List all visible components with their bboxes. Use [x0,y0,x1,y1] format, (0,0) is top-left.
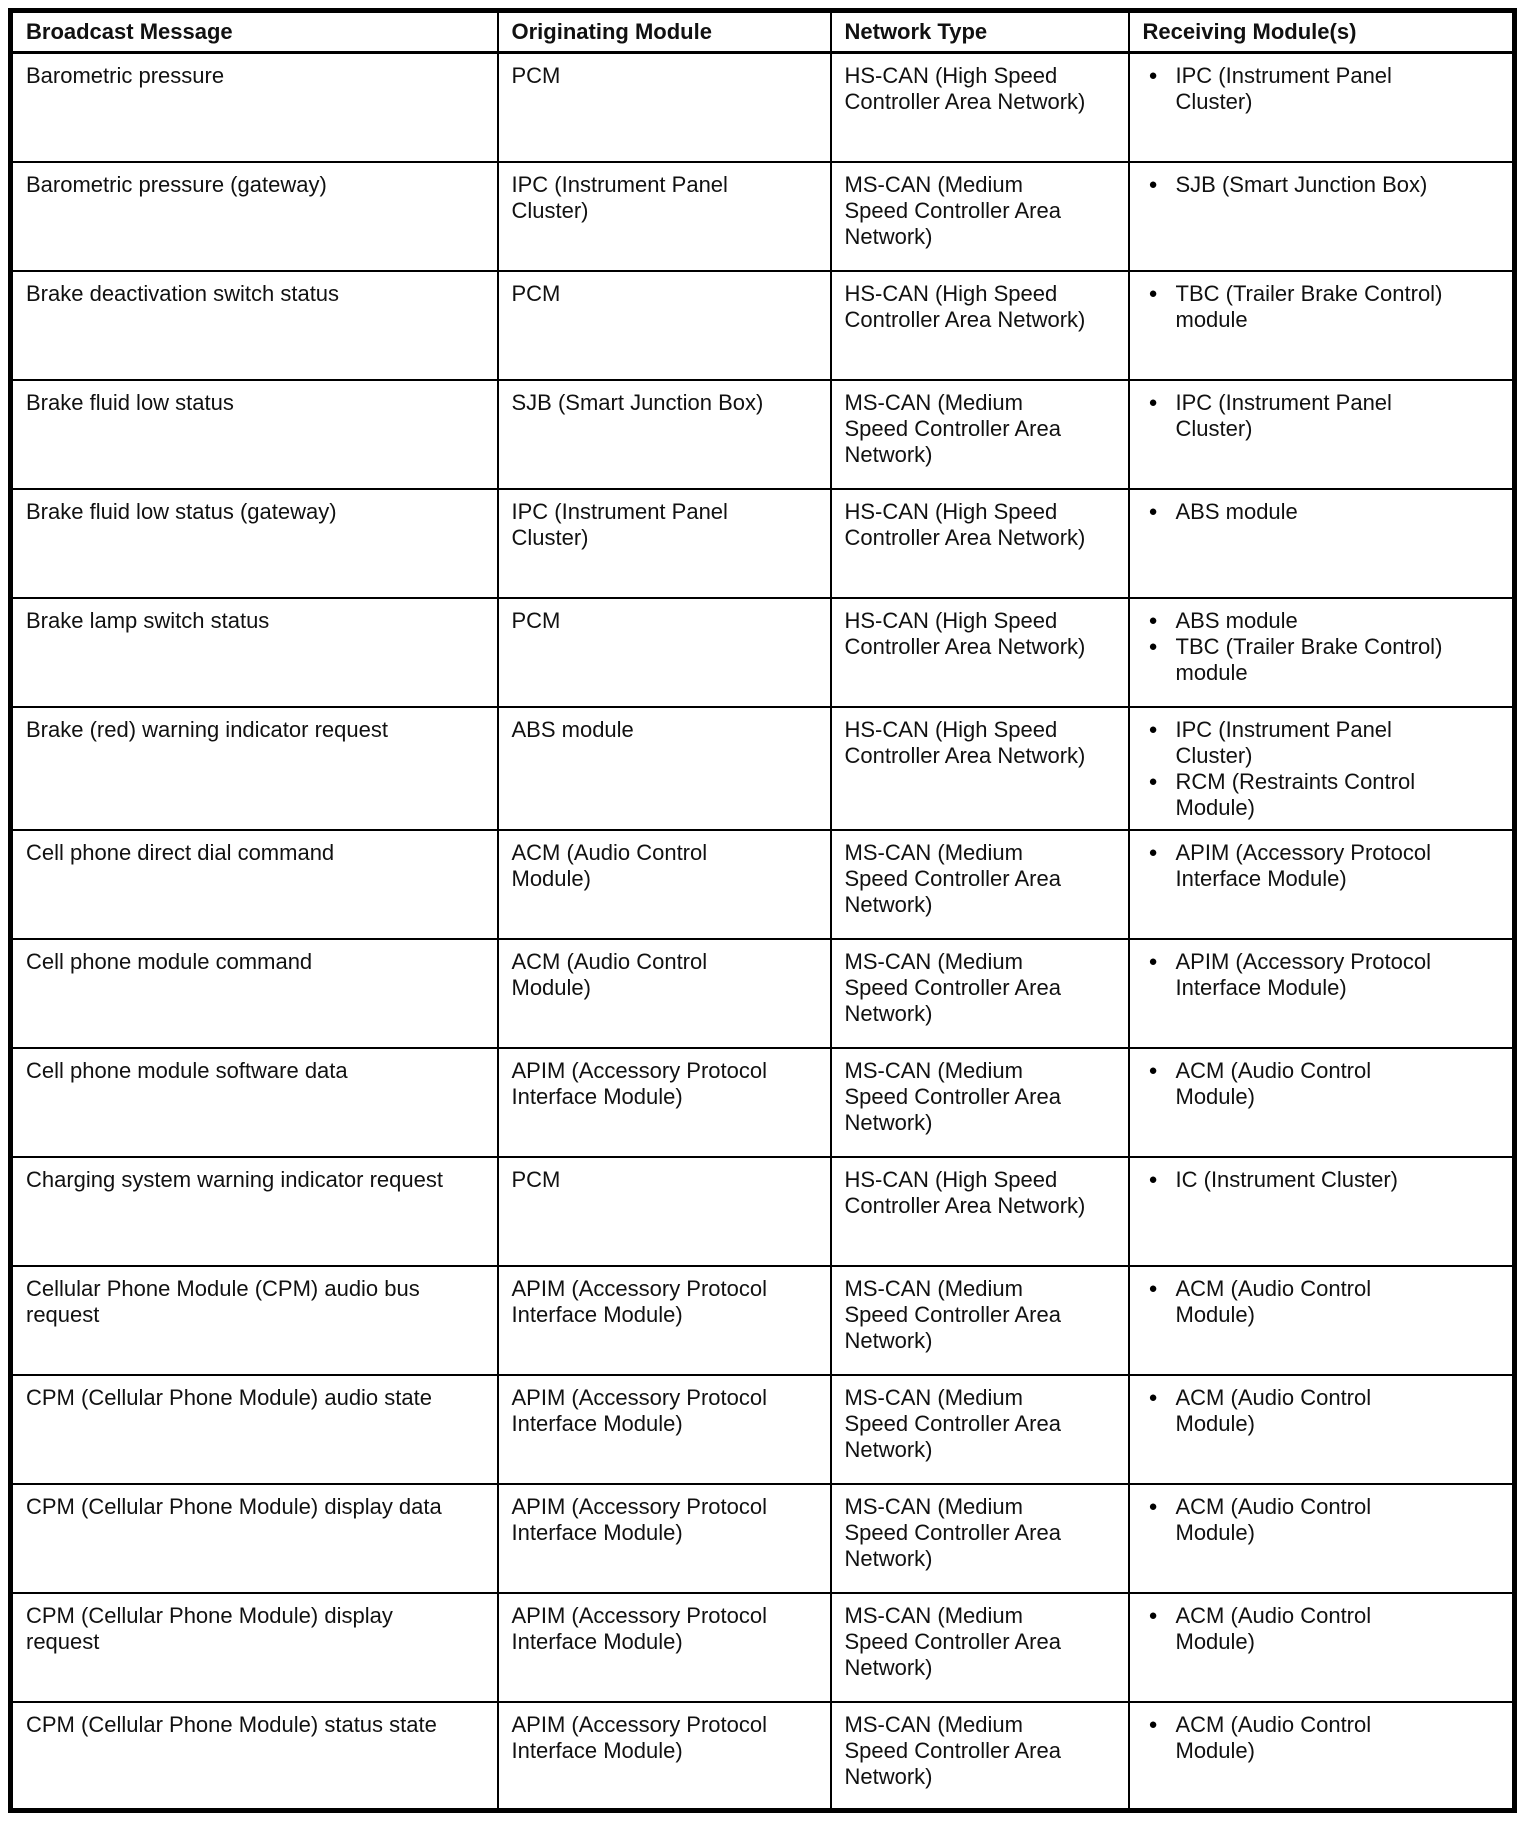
receivers-list [1143,281,1450,333]
cell-originating-module: APIM (Accessory Protocol Interface Module) [498,1593,831,1702]
receivers-list [1143,172,1450,198]
table-row [11,1702,1515,1811]
cell-broadcast-message: CPM (Cellular Phone Module) audio state [11,1375,498,1484]
cell-receiving-modules [1129,598,1515,707]
receiver-item: ● ABS module [1143,499,1450,525]
cell-broadcast-message: Barometric pressure [11,53,498,162]
cell-broadcast-message: Cell phone direct dial command [11,830,498,939]
receiver-item: ● TBC (Trailer Brake Control) module [1143,281,1450,333]
cell-network-type: HS-CAN (High Speed Controller Area Network) [831,1157,1129,1266]
receivers-list [1143,499,1450,525]
receiver-item: ● ACM (Audio Control Module) [1143,1494,1450,1546]
cell-broadcast-message: Cell phone module command [11,939,498,1048]
cell-originating-module: ACM (Audio Control Module) [498,939,831,1048]
cell-broadcast-message: CPM (Cellular Phone Module) display data [11,1484,498,1593]
cell-originating-module: APIM (Accessory Protocol Interface Module) [498,1266,831,1375]
receivers-list [1143,717,1450,821]
cell-receiving-modules [1129,162,1515,271]
cell-network-type: MS-CAN (Medium Speed Controller Area Network) [831,830,1129,939]
receiver-item: ● APIM (Accessory Protocol Interface Module) [1143,949,1450,1001]
cell-network-type: MS-CAN (Medium Speed Controller Area Network) [831,1266,1129,1375]
cell-network-type: MS-CAN (Medium Speed Controller Area Network) [831,1593,1129,1702]
receivers-list [1143,1276,1450,1328]
header-receiving-modules: Receiving Module(s) [1129,11,1515,53]
cell-broadcast-message: Brake lamp switch status [11,598,498,707]
table-row [11,598,1515,707]
cell-broadcast-message: Brake fluid low status (gateway) [11,489,498,598]
cell-receiving-modules [1129,53,1515,162]
cell-network-type: MS-CAN (Medium Speed Controller Area Network) [831,162,1129,271]
receivers-list [1143,1058,1450,1110]
cell-receiving-modules [1129,1375,1515,1484]
cell-network-type: HS-CAN (High Speed Controller Area Network) [831,598,1129,707]
header-row [11,11,1515,53]
receiver-item: ● SJB (Smart Junction Box) [1143,172,1450,198]
header-network-type: Network Type [831,11,1129,53]
receivers-list [1143,840,1450,892]
cell-receiving-modules [1129,1484,1515,1593]
cell-receiving-modules [1129,271,1515,380]
receiver-item: ● TBC (Trailer Brake Control) module [1143,634,1450,686]
receiver-item: ● ACM (Audio Control Module) [1143,1603,1450,1655]
receivers-list [1143,949,1450,1001]
receivers-list [1143,1385,1450,1437]
table-row [11,1157,1515,1266]
table-row [11,1048,1515,1157]
cell-network-type: MS-CAN (Medium Speed Controller Area Network) [831,1048,1129,1157]
table-row [11,489,1515,598]
receiver-item: ● IPC (Instrument Panel Cluster) [1143,717,1450,769]
header-broadcast-message: Broadcast Message [11,11,498,53]
receivers-list [1143,608,1450,686]
receiver-item: ● RCM (Restraints Control Module) [1143,769,1450,821]
cell-receiving-modules [1129,939,1515,1048]
receiver-item: ● APIM (Accessory Protocol Interface Module) [1143,840,1450,892]
table-row [11,1266,1515,1375]
cell-network-type: HS-CAN (High Speed Controller Area Network) [831,53,1129,162]
receiver-item: ● ACM (Audio Control Module) [1143,1385,1450,1437]
cell-network-type: HS-CAN (High Speed Controller Area Network) [831,489,1129,598]
cell-network-type: MS-CAN (Medium Speed Controller Area Network) [831,1702,1129,1811]
cell-originating-module: ACM (Audio Control Module) [498,830,831,939]
cell-broadcast-message: CPM (Cellular Phone Module) display request [11,1593,498,1702]
cell-network-type: HS-CAN (High Speed Controller Area Network) [831,707,1129,830]
table-row [11,380,1515,489]
receiver-item: ● IPC (Instrument Panel Cluster) [1143,63,1450,115]
cell-originating-module: IPC (Instrument Panel Cluster) [498,489,831,598]
cell-receiving-modules [1129,1157,1515,1266]
receiver-item: ● IC (Instrument Cluster) [1143,1167,1450,1193]
header-originating-module: Originating Module [498,11,831,53]
cell-originating-module: SJB (Smart Junction Box) [498,380,831,489]
cell-broadcast-message: CPM (Cellular Phone Module) status state [11,1702,498,1811]
cell-receiving-modules [1129,1048,1515,1157]
cell-broadcast-message: Brake (red) warning indicator request [11,707,498,830]
receiver-item: ● ACM (Audio Control Module) [1143,1276,1450,1328]
table-row [11,1593,1515,1702]
table-row [11,53,1515,162]
cell-broadcast-message: Charging system warning indicator request [11,1157,498,1266]
cell-broadcast-message: Brake fluid low status [11,380,498,489]
receivers-list [1143,1494,1450,1546]
receiver-item: ● IPC (Instrument Panel Cluster) [1143,390,1450,442]
cell-originating-module: APIM (Accessory Protocol Interface Module) [498,1484,831,1593]
receiver-item: ● ACM (Audio Control Module) [1143,1712,1450,1764]
cell-originating-module: PCM [498,598,831,707]
receivers-list [1143,1712,1450,1764]
cell-originating-module: PCM [498,271,831,380]
cell-originating-module: PCM [498,1157,831,1266]
table-row [11,707,1515,830]
table-row [11,162,1515,271]
table-body [11,53,1515,1811]
cell-receiving-modules [1129,380,1515,489]
cell-network-type: MS-CAN (Medium Speed Controller Area Network) [831,1484,1129,1593]
receiver-item: ● ACM (Audio Control Module) [1143,1058,1450,1110]
cell-receiving-modules [1129,707,1515,830]
table-row [11,1375,1515,1484]
cell-originating-module: APIM (Accessory Protocol Interface Module) [498,1702,831,1811]
cell-broadcast-message: Brake deactivation switch status [11,271,498,380]
cell-broadcast-message: Cell phone module software data [11,1048,498,1157]
cell-originating-module: PCM [498,53,831,162]
cell-network-type: MS-CAN (Medium Speed Controller Area Network) [831,939,1129,1048]
cell-receiving-modules [1129,1266,1515,1375]
cell-network-type: MS-CAN (Medium Speed Controller Area Network) [831,380,1129,489]
cell-originating-module: IPC (Instrument Panel Cluster) [498,162,831,271]
broadcast-message-table [8,8,1517,1813]
receivers-list [1143,63,1450,115]
receivers-list [1143,390,1450,442]
cell-broadcast-message: Barometric pressure (gateway) [11,162,498,271]
cell-receiving-modules [1129,1593,1515,1702]
cell-receiving-modules [1129,489,1515,598]
cell-network-type: MS-CAN (Medium Speed Controller Area Network) [831,1375,1129,1484]
receivers-list [1143,1167,1450,1193]
cell-originating-module: APIM (Accessory Protocol Interface Module) [498,1375,831,1484]
cell-network-type: HS-CAN (High Speed Controller Area Network) [831,271,1129,380]
cell-broadcast-message: Cellular Phone Module (CPM) audio bus request [11,1266,498,1375]
table-row [11,939,1515,1048]
receivers-list [1143,1603,1450,1655]
cell-originating-module: ABS module [498,707,831,830]
receiver-item: ● ABS module [1143,608,1450,634]
cell-receiving-modules [1129,830,1515,939]
table-row [11,271,1515,380]
table-row [11,1484,1515,1593]
cell-receiving-modules [1129,1702,1515,1811]
table-row [11,830,1515,939]
cell-originating-module: APIM (Accessory Protocol Interface Module) [498,1048,831,1157]
